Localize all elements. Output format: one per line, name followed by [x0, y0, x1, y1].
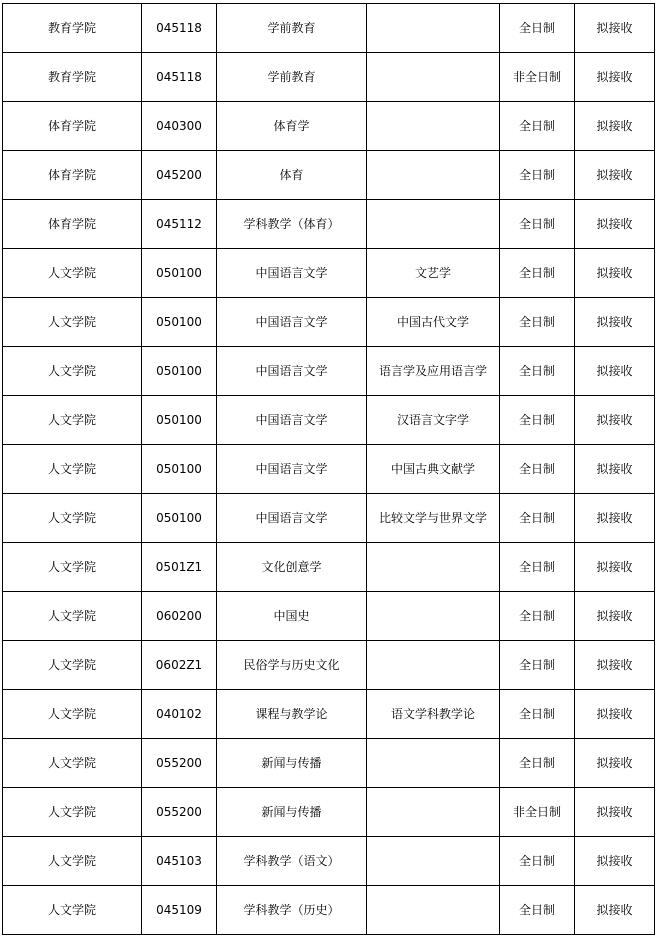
study-mode-cell: 全日制	[500, 200, 575, 249]
research-direction-cell	[367, 53, 500, 102]
table-row	[3, 4, 655, 53]
study-mode-cell: 全日制	[500, 4, 575, 53]
status-cell: 拟接收	[575, 886, 655, 935]
status-cell: 拟接收	[575, 396, 655, 445]
major-code-cell: 055200	[142, 739, 217, 788]
major-name-cell: 体育学	[217, 102, 367, 151]
status-cell: 拟接收	[575, 151, 655, 200]
major-name-cell: 中国语言文学	[217, 445, 367, 494]
research-direction-cell	[367, 788, 500, 837]
table-row	[3, 53, 655, 102]
table-row	[3, 886, 655, 935]
research-direction-cell	[367, 102, 500, 151]
status-cell: 拟接收	[575, 837, 655, 886]
major-name-cell: 体育	[217, 151, 367, 200]
table-row	[3, 396, 655, 445]
research-direction-cell	[367, 200, 500, 249]
research-direction-cell: 语言学及应用语言学	[367, 347, 500, 396]
major-code-cell: 045118	[142, 4, 217, 53]
study-mode-cell: 全日制	[500, 886, 575, 935]
study-mode-cell: 非全日制	[500, 53, 575, 102]
research-direction-cell: 汉语言文字学	[367, 396, 500, 445]
college-cell: 人文学院	[3, 494, 142, 543]
college-cell: 人文学院	[3, 641, 142, 690]
major-code-cell: 060200	[142, 592, 217, 641]
table-row	[3, 298, 655, 347]
research-direction-cell	[367, 4, 500, 53]
major-name-cell: 学科教学（体育）	[217, 200, 367, 249]
college-cell: 体育学院	[3, 200, 142, 249]
admissions-table	[2, 3, 655, 935]
major-code-cell: 0602Z1	[142, 641, 217, 690]
major-code-cell: 045103	[142, 837, 217, 886]
research-direction-cell: 中国古代文学	[367, 298, 500, 347]
major-name-cell: 学科教学（历史）	[217, 886, 367, 935]
study-mode-cell: 全日制	[500, 347, 575, 396]
study-mode-cell: 全日制	[500, 543, 575, 592]
major-name-cell: 新闻与传播	[217, 739, 367, 788]
college-cell: 人文学院	[3, 788, 142, 837]
status-cell: 拟接收	[575, 592, 655, 641]
major-code-cell: 040300	[142, 102, 217, 151]
status-cell: 拟接收	[575, 543, 655, 592]
status-cell: 拟接收	[575, 4, 655, 53]
table-row	[3, 690, 655, 739]
study-mode-cell: 全日制	[500, 298, 575, 347]
major-code-cell: 045112	[142, 200, 217, 249]
table-body	[3, 4, 655, 935]
study-mode-cell: 非全日制	[500, 788, 575, 837]
major-name-cell: 中国史	[217, 592, 367, 641]
status-cell: 拟接收	[575, 690, 655, 739]
research-direction-cell	[367, 641, 500, 690]
study-mode-cell: 全日制	[500, 396, 575, 445]
major-name-cell: 中国语言文学	[217, 249, 367, 298]
research-direction-cell: 语文学科教学论	[367, 690, 500, 739]
college-cell: 人文学院	[3, 592, 142, 641]
table-row	[3, 445, 655, 494]
table-row	[3, 102, 655, 151]
research-direction-cell	[367, 886, 500, 935]
table-row	[3, 200, 655, 249]
major-name-cell: 学前教育	[217, 4, 367, 53]
major-code-cell: 050100	[142, 347, 217, 396]
college-cell: 人文学院	[3, 739, 142, 788]
major-name-cell: 课程与教学论	[217, 690, 367, 739]
status-cell: 拟接收	[575, 739, 655, 788]
college-cell: 人文学院	[3, 837, 142, 886]
table-row	[3, 494, 655, 543]
major-name-cell: 中国语言文学	[217, 298, 367, 347]
college-cell: 人文学院	[3, 543, 142, 592]
study-mode-cell: 全日制	[500, 739, 575, 788]
status-cell: 拟接收	[575, 200, 655, 249]
status-cell: 拟接收	[575, 53, 655, 102]
study-mode-cell: 全日制	[500, 690, 575, 739]
status-cell: 拟接收	[575, 445, 655, 494]
table-row	[3, 249, 655, 298]
major-code-cell: 045118	[142, 53, 217, 102]
status-cell: 拟接收	[575, 347, 655, 396]
college-cell: 体育学院	[3, 102, 142, 151]
major-code-cell: 040102	[142, 690, 217, 739]
major-name-cell: 学前教育	[217, 53, 367, 102]
research-direction-cell	[367, 543, 500, 592]
table-row	[3, 837, 655, 886]
college-cell: 人文学院	[3, 886, 142, 935]
status-cell: 拟接收	[575, 788, 655, 837]
study-mode-cell: 全日制	[500, 494, 575, 543]
major-code-cell: 050100	[142, 396, 217, 445]
study-mode-cell: 全日制	[500, 249, 575, 298]
research-direction-cell	[367, 739, 500, 788]
status-cell: 拟接收	[575, 249, 655, 298]
study-mode-cell: 全日制	[500, 151, 575, 200]
table-row	[3, 788, 655, 837]
college-cell: 体育学院	[3, 151, 142, 200]
college-cell: 人文学院	[3, 347, 142, 396]
major-name-cell: 新闻与传播	[217, 788, 367, 837]
major-code-cell: 045109	[142, 886, 217, 935]
research-direction-cell: 文艺学	[367, 249, 500, 298]
major-code-cell: 050100	[142, 249, 217, 298]
study-mode-cell: 全日制	[500, 837, 575, 886]
study-mode-cell: 全日制	[500, 102, 575, 151]
status-cell: 拟接收	[575, 494, 655, 543]
college-cell: 人文学院	[3, 396, 142, 445]
research-direction-cell	[367, 837, 500, 886]
college-cell: 教育学院	[3, 53, 142, 102]
table-row	[3, 592, 655, 641]
research-direction-cell: 比较文学与世界文学	[367, 494, 500, 543]
table-row	[3, 151, 655, 200]
table-row	[3, 739, 655, 788]
major-code-cell: 055200	[142, 788, 217, 837]
major-name-cell: 中国语言文学	[217, 494, 367, 543]
major-name-cell: 文化创意学	[217, 543, 367, 592]
table-row	[3, 543, 655, 592]
status-cell: 拟接收	[575, 102, 655, 151]
major-code-cell: 050100	[142, 445, 217, 494]
study-mode-cell: 全日制	[500, 592, 575, 641]
major-code-cell: 050100	[142, 494, 217, 543]
college-cell: 人文学院	[3, 298, 142, 347]
major-code-cell: 045200	[142, 151, 217, 200]
study-mode-cell: 全日制	[500, 641, 575, 690]
major-name-cell: 学科教学（语文）	[217, 837, 367, 886]
study-mode-cell: 全日制	[500, 445, 575, 494]
table-row	[3, 641, 655, 690]
research-direction-cell: 中国古典文献学	[367, 445, 500, 494]
major-code-cell: 0501Z1	[142, 543, 217, 592]
major-name-cell: 民俗学与历史文化	[217, 641, 367, 690]
college-cell: 人文学院	[3, 445, 142, 494]
college-cell: 人文学院	[3, 690, 142, 739]
major-name-cell: 中国语言文学	[217, 347, 367, 396]
research-direction-cell	[367, 592, 500, 641]
major-code-cell: 050100	[142, 298, 217, 347]
major-name-cell: 中国语言文学	[217, 396, 367, 445]
college-cell: 教育学院	[3, 4, 142, 53]
status-cell: 拟接收	[575, 298, 655, 347]
status-cell: 拟接收	[575, 641, 655, 690]
college-cell: 人文学院	[3, 249, 142, 298]
research-direction-cell	[367, 151, 500, 200]
table-row	[3, 347, 655, 396]
